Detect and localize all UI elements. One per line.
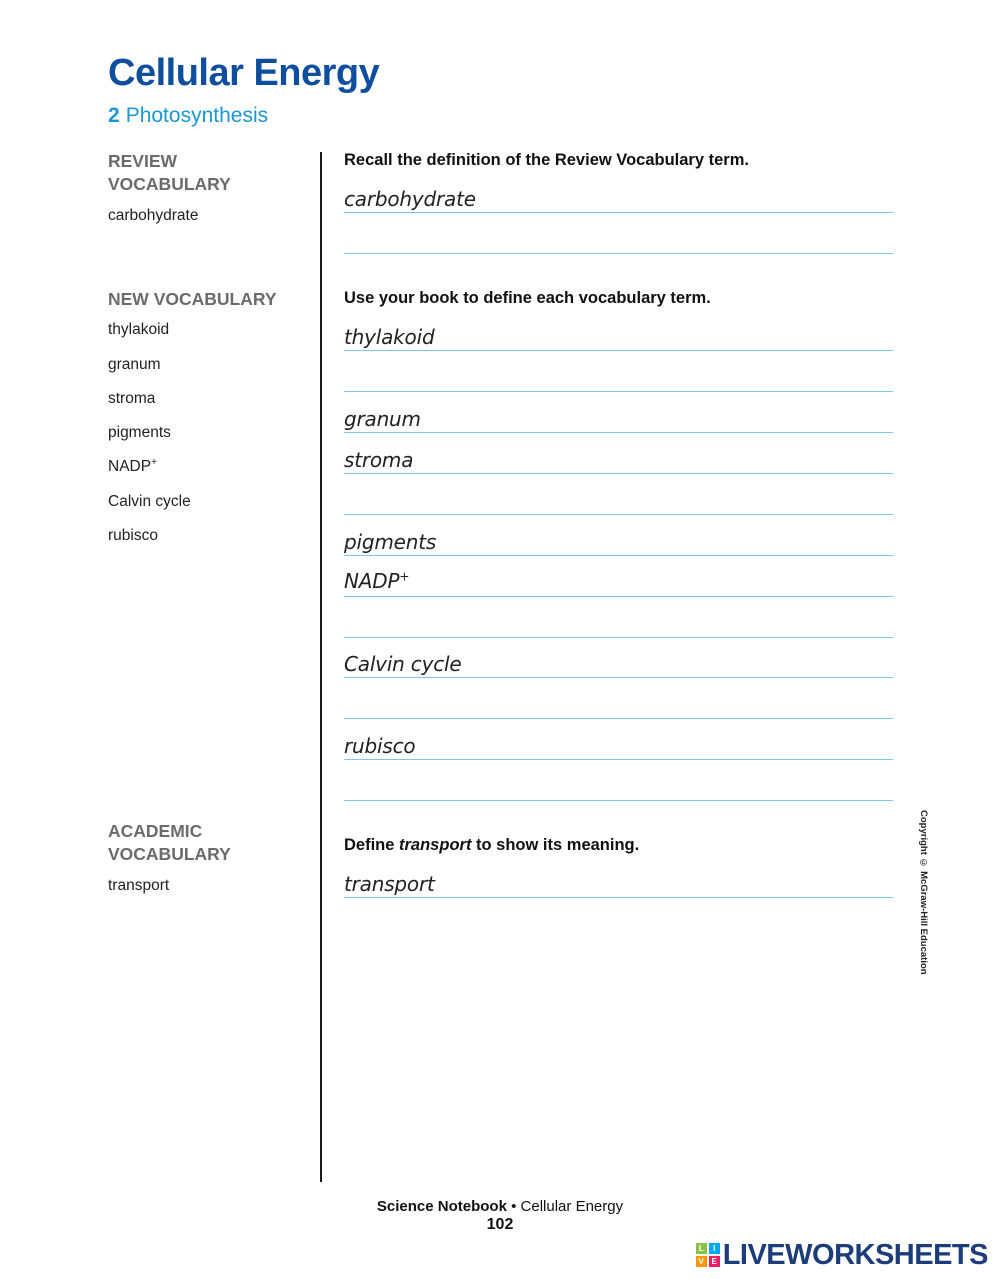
answer-line: [344, 473, 893, 474]
new-term-stroma: stroma: [108, 390, 156, 407]
footer-book-line: Science Notebook • Cellular Energy: [376, 1198, 624, 1215]
answer-line: [344, 555, 893, 556]
lesson-subtitle: [108, 104, 268, 128]
answer-field-transport[interactable]: transport: [344, 872, 435, 896]
answer-line[interactable]: [344, 637, 893, 638]
new-term-calvin-cycle: Calvin cycle: [108, 493, 191, 510]
review-instruction: Recall the definition of the Review Vocabulary term.: [344, 151, 749, 169]
answer-field-pigments[interactable]: pigments: [344, 530, 437, 554]
column-divider: [320, 152, 322, 1182]
answer-line: [344, 432, 893, 433]
new-term-pigments: pigments: [108, 424, 171, 441]
new-term-rubisco: rubisco: [108, 527, 158, 544]
answer-line[interactable]: [344, 718, 893, 719]
answer-field-granum[interactable]: granum: [344, 407, 421, 431]
answer-field-nadp[interactable]: NADP+: [344, 569, 410, 593]
new-vocabulary-instruction: Use your book to define each vocabulary term.: [344, 289, 711, 307]
answer-line: [344, 350, 893, 351]
answer-line: [344, 677, 893, 678]
page-number: 102: [486, 1216, 514, 1233]
answer-line: [344, 759, 893, 760]
lesson-number: 2: [108, 104, 120, 127]
academic-term: transport: [108, 877, 170, 894]
new-term-granum: granum: [108, 356, 161, 373]
new-term-nadp: NADP+: [108, 457, 157, 476]
answer-line[interactable]: [344, 391, 893, 392]
answer-field-thylakoid[interactable]: thylakoid: [344, 325, 435, 349]
liveworksheets-logo: [696, 1238, 988, 1272]
answer-line: [344, 897, 893, 898]
answer-line: [344, 212, 893, 213]
page-title: Cellular Energy: [108, 52, 380, 94]
logo-blocks-icon: L I V E: [696, 1243, 720, 1267]
answer-line[interactable]: [344, 800, 893, 801]
answer-field-carbohydrate[interactable]: carbohydrate: [344, 187, 476, 211]
lesson-title: Photosynthesis: [125, 104, 269, 127]
answer-field-calvin-cycle[interactable]: Calvin cycle: [344, 652, 462, 676]
answer-line: [344, 596, 893, 597]
copyright-notice: Copyright © McGraw-Hill Education: [918, 810, 929, 975]
academic-vocabulary-heading: ACADEMIC VOCABULARY: [108, 821, 231, 864]
new-vocabulary-heading: NEW VOCABULARY: [108, 289, 277, 309]
answer-line[interactable]: [344, 514, 893, 515]
answer-field-rubisco[interactable]: rubisco: [344, 734, 416, 758]
answer-field-stroma[interactable]: stroma: [344, 448, 414, 472]
logo-text: LIVEWORKSHEETS: [722, 1238, 988, 1271]
review-vocabulary-heading: REVIEW VOCABULARY: [108, 151, 231, 194]
academic-instruction: Define transport to show its meaning.: [344, 836, 640, 854]
new-term-thylakoid: thylakoid: [108, 321, 170, 338]
review-term: carbohydrate: [108, 207, 199, 224]
answer-line[interactable]: [344, 253, 893, 254]
